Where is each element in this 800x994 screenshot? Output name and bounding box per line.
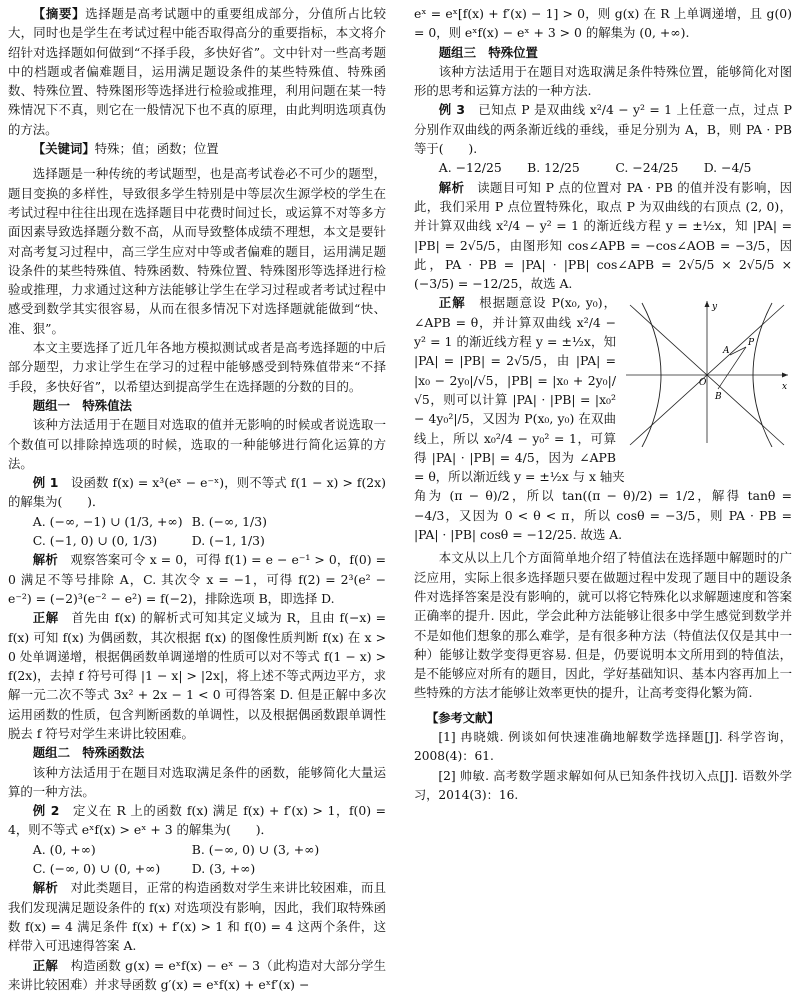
- label-y: y: [712, 302, 718, 313]
- abstract-label: 【摘要】: [32, 6, 86, 21]
- example2-label: 例 2: [32, 803, 60, 819]
- example1: [8, 473, 386, 512]
- references: [414, 709, 792, 805]
- abstract-text: 选择题是高考试题中的重要组成部分，分值所占比较大，同时也是学生在考试过程中能否取得高分的重要指标，本文将介绍针对选择题如何做到“不择手段，多快好省”。文中针对一些高考题中的档题或者偏难题目，运用满足题设条件的某些特殊值、特殊函数、特殊位置、特殊图形等选择进行检验或推理，利用问题在某一特殊情况下不真，则它在一般情况下也不真的原理，由此判明选项真伪的方法。: [8, 6, 387, 137]
- group3-desc: 该种方法适用于在题目对选取满足条件特殊位置，能够简化对图形的思考和运算方法的一种方法.: [414, 63, 792, 99]
- example1-solution: [8, 608, 386, 743]
- y-axis-arrow: [705, 301, 710, 307]
- example3-label: 例 3: [438, 102, 466, 118]
- reference-1: [1] 冉晓娥. 例谈如何快速准确地解数学选择题[J]. 科学咨询，2008(4)：61.: [414, 729, 792, 764]
- example2-option-d: D. (3, +∞): [191, 861, 256, 877]
- example3-analysis: [414, 178, 792, 294]
- example3-solution-text-a: 根据题意设 P(x₀, y₀)，∠APB = θ，并计算双曲线 x²/4 − y² = 1 的渐近线方程 y = ±½x，知 |PA| = |PB| = 2√5/5，由 |PA| = |x₀ − 2y₀|/√5，|PB| = |x₀ + 2y₀|/√5，则可以计算 |PA| · |PB| = |x₀² − 4y₀²|/5，又因为 P(x₀, y₀) 在双曲线上，所以 x₀²/4 − y₀² = 1，可算得 |PA| · |PB| = 4/5，因为 ∠APB = θ，所以渐近线 y = ±½x 与 x 轴夹: [414, 295, 625, 485]
- example2-solution-continued: eˣ = eˣ[f(x) + f′(x) − 1] > 0，则 g(x) 在 R 上单调递增，且 g(0) = 0，则 eˣf(x) − eˣ + 3 > 0 的解集为 (0, +∞).: [414, 6, 792, 41]
- keywords-label: 【关键词】: [32, 141, 95, 157]
- intro-paragraph-1: 选择题是一种传统的考试题型，也是高考试卷必不可少的题型，题目变换的多样性，导致很多学生特别是中等层次生源学校的学生在考试过程中往往出现在选择题目中花费时间过长，或运算不对等多方面因素导致选择题分数不高，从而导致整体成绩不理想，本文是要针对高考复习过程中，高三学生应对中等或者偏难的题目，运用满足题设条件的某些特殊值、特殊函数、特殊位置、特殊图形等选择进行检验或推理，力求通过这种方法能够让学生在学习过程或者考试过程中感受到数学其实很容易，从而在很多情况下对选择题就能做到“快、准、狠”。: [8, 166, 386, 336]
- example3-analysis-text: 读题目可知 P 点的位置对 PA · PB 的值并没有影响，因此，我们采用 P 点位置特殊化，取点 P 为双曲线的右顶点 (2, 0)，并计算双曲线 x²/4 − y² = 1 的渐近线方程 y = ±½x，知 |PA| = |PB| = 2√5/5，由图形知 cos∠APB = −cos∠AOB = −3/5，因此，PA · PB = |PA| · |PB| cos∠APB = 2√5/5 × 2√5/5 × (−3/5) = −12/25，故选 A.: [414, 179, 793, 292]
- label-o: O: [699, 378, 707, 389]
- example2-option-b: B. (−∞, 0) ∪ (3, +∞): [191, 841, 320, 857]
- example1-solution-text: 首先由 f(x) 的解析式可知其定义域为 R，且由 f(−x) = f(x) 可知 f(x) 为偶函数，其次根据 f(x) 的图像性质判断 f(x) 在 x > 0 处单调递增，根据偶函数单调递增的性质可以对不等式 f(1 − x) > f(2x)，去掉 f 符号可得 |1 − x| > |2x|，将上述不等式两边平方，求解一元二次不等式 3x² + 2x − 1 < 0 可得答案 D. 但是正解中多次运用函数的性质，包含判断函数的单调性，以及根据偶函数跟单调性脱去 f 符号对学生来讲比较困难。: [8, 610, 387, 741]
- example3-option-a: A. −12/25: [438, 160, 502, 176]
- example2-solution-label: 正解: [32, 957, 58, 973]
- example3-option-b: B. 12/25: [527, 160, 580, 176]
- example1-text: 设函数 f(x) = x³(eˣ − e⁻ˣ)，则不等式 f(1 − x) > f(2x) 的解集为( )．: [8, 475, 387, 510]
- example3-options: [414, 158, 792, 177]
- group2-desc: 该种方法适用于在题目对选取满足条件的函数，能够简化大量运算的一种方法。: [8, 764, 386, 799]
- right-column: [414, 4, 792, 805]
- example1-option-d: D. (−1, 1/3): [191, 533, 265, 549]
- keywords-text: 特殊；值；函数；位置: [94, 141, 219, 157]
- example3-solution-label: 正解: [438, 295, 466, 311]
- example2-solution: [8, 956, 386, 994]
- example1-option-a: A. (−∞, −1) ∪ (1/3, +∞): [32, 513, 183, 529]
- example2-analysis-label: 解析: [32, 880, 59, 896]
- references-title: 【参考文献】: [426, 710, 500, 725]
- example2-option-c: C. (−∞, 0) ∪ (0, +∞): [32, 861, 161, 877]
- example3-solution-block: [414, 293, 792, 486]
- label-p: P: [748, 338, 755, 349]
- keywords: [8, 139, 386, 158]
- group3-title: 题组三 特殊位置: [438, 44, 538, 60]
- example1-analysis-label: 解析: [32, 552, 58, 568]
- example2-solution-text: 构造函数 g(x) = eˣf(x) − eˣ − 3（此构造对大部分学生来讲比较困难）并求导函数 g′(x) = eˣf(x) + eˣf′(x) −: [8, 957, 387, 992]
- example1-label: 例 1: [32, 475, 59, 491]
- example3: [414, 100, 792, 158]
- abstract: [8, 4, 386, 139]
- example2-analysis-text: 对此类题目，正常的构造函数对学生来讲比较困难，而且我们发现满足题设条件的 f(x) 对选项没有影响，因此，我们取特殊函数 f(x) = 4 满足条件 f(x) + f′(x) > 1 和 f(0) = 4 这两个条件，这样带入可迅速得答案 A.: [8, 880, 387, 954]
- example2: [8, 801, 386, 840]
- example2-options: [8, 840, 386, 879]
- group2-title: 题组二 特殊函数法: [32, 745, 145, 761]
- left-column: [8, 4, 386, 994]
- example3-option-d: D. −4/5: [703, 160, 752, 176]
- example1-option-b: B. (−∞, 1/3): [191, 513, 267, 529]
- intro-paragraph-2: 本文主要选择了近几年各地方模拟测试或者是高考选择题的中后部分题型，力求让学生在学习的过程中能够感受到特殊值带来“不择手段，多快好省”，以希望达到提高学生在选择题的分数的目的。: [8, 340, 386, 394]
- hyperbola-figure: [622, 297, 792, 447]
- example1-solution-label: 正解: [32, 610, 59, 626]
- example3-solution-continued: 角为 (π − θ)/2，所以 tan((π − θ)/2) = 1/2，解得 tanθ = −4/3，又因为 0 < θ < π，所以 cosθ = −3/5，则 PA · PB = |PA| · |PB| cosθ = −12/25. 故选 A.: [414, 488, 792, 543]
- label-a: A: [723, 346, 730, 357]
- conclusion: 本文从以上几个方面简单地介绍了特值法在选择题中解题时的广泛应用，实际上很多选择题只要在做题过程中发现了题目中的题设条件对选择答案是没有影响的，就可以将它特殊化以求解题速度和答案正确率的提升. 因此，学会此种方法能够让很多中学生感觉到数学并不是如他们想象的那么难学，是有很多种方法（特值法仅仅是其中一种）能够让数学变得更容易. 但是，仍要说明本文所用到的特值法，是不能够应对所有的题目，因此，学好基础知识、基本内容再加上一些特殊的方法才能够让效率更快的提升，让高考变得化繁为简.: [414, 550, 792, 701]
- group1-desc: 该种方法适用于在题目对选取的值并无影响的时候或者说选取一个数值可以排除掉选项的时候，选取的一种能够进行简化运算的方法。: [8, 417, 386, 471]
- example1-analysis-text: 观察答案可令 x = 0，可得 f(1) = e − e⁻¹ > 0，f(0) = 0 满足不等号排除 A，C. 其次令 x = −1，可得 f(2) = 2³(e² − e⁻²) = (−2)³(e⁻² − e²) = f(−2)，排除选项 B，即选择 D.: [8, 552, 387, 606]
- example3-text: 已知点 P 是双曲线 x²/4 − y² = 1 上任意一点，过点 P 分别作双曲线的两条渐近线的垂线，垂足分别为 A，B，则 PA · PB 等于( ).: [414, 102, 793, 157]
- label-x: x: [782, 382, 788, 393]
- example1-options: [8, 512, 386, 551]
- example3-option-c: C. −24/25: [615, 160, 679, 176]
- example2-analysis: [8, 878, 386, 955]
- x-axis-arrow: [782, 373, 788, 378]
- example2-option-a: A. (0, +∞): [32, 841, 96, 857]
- example2-text: 定义在 R 上的函数 f(x) 满足 f(x) + f′(x) > 1，f(0) = 4，则不等式 eˣf(x) > eˣ + 3 的解集为( )．: [8, 803, 387, 838]
- example1-option-c: C. (−1, 0) ∪ (0, 1/3): [32, 533, 158, 549]
- reference-2: [2] 帅敏. 高考数学题求解如何从已知条件找切入点[J]. 语数外学习，2014(3)：16.: [414, 768, 792, 802]
- example3-analysis-label: 解析: [438, 179, 465, 195]
- group1-title: 题组一 特殊值法: [32, 397, 132, 413]
- example1-analysis: [8, 550, 386, 608]
- label-b: B: [715, 392, 722, 403]
